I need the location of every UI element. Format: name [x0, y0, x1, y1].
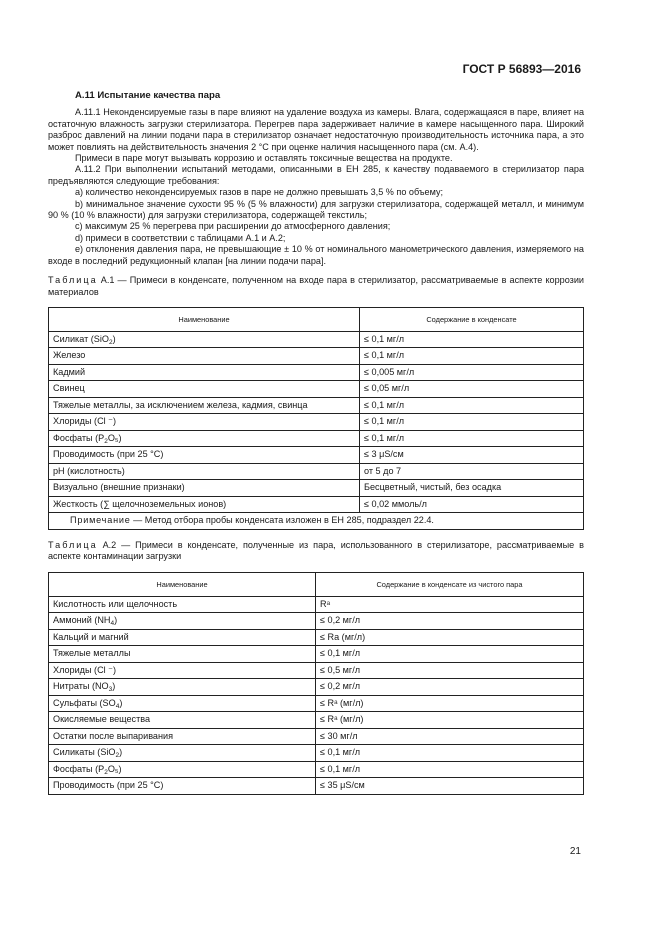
- table-row: [49, 778, 584, 795]
- row-name-subscript: 4: [115, 702, 120, 710]
- row-name: [49, 712, 316, 729]
- row-name: [49, 480, 360, 497]
- row-value: ≤ Ra (мг/л): [316, 629, 584, 646]
- row-name: [49, 695, 316, 712]
- row-name: [49, 364, 360, 381]
- row-name: [49, 596, 316, 613]
- table-row: [49, 480, 584, 497]
- row-name: [49, 613, 316, 630]
- row-name: [49, 761, 316, 778]
- row-name: [49, 745, 316, 762]
- row-name-suffix: ): [112, 333, 116, 344]
- paragraph: А.11.2 При выполнении испытаний методами, описанными в ЕН 285, к качеству подаваемого в стерилизатор пара предъявляются следующие требования:: [48, 164, 584, 186]
- row-value: ≤ 0,1 мг/л: [316, 646, 584, 663]
- list-item: с) максимум 25 % перегрева при расширении до атмосферного давления;: [75, 221, 391, 232]
- row-name-text: Проводимость (при 25 °C): [53, 780, 164, 791]
- paragraph: Примеси в паре могут вызывать коррозию и оставлять токсичные вещества на продукте.: [75, 153, 453, 164]
- row-name-text: Аммоний (NH: [53, 615, 111, 626]
- row-name: [49, 397, 360, 414]
- table-row: [49, 596, 584, 613]
- row-name-text: Тяжелые металлы: [53, 648, 131, 659]
- document-id: ГОСТ Р 56893—2016: [462, 62, 581, 76]
- row-name: [49, 496, 360, 513]
- row-name: [49, 414, 360, 431]
- table2-header-name: Наименование: [49, 572, 316, 596]
- table1-note-label: Примечание: [70, 515, 131, 526]
- paragraph: А.11.1 Неконденсируемые газы в паре влияют на удаление воздуха из камеры. Влага, содержащаяся в паре, влияет на остаточную влажность загрузки стерилизатора. Перегрев пара задерживает наличие в камере насыщенного пара. Широкий разброс давлений на линии подачи пара в стерилизатор означает недостаточную производительность источника пара, а это может повлиять на действительность значения 2 °С при оценке наличия насыщенного пара (см. А.4).: [48, 107, 584, 152]
- document-body: [48, 90, 584, 795]
- table-row: [49, 414, 584, 431]
- row-value: ≤ 0,1 мг/л: [360, 414, 584, 431]
- table-row: [49, 381, 584, 398]
- row-name-suffix: ): [119, 747, 123, 758]
- list-item: а) количество неконденсируемых газов в паре не должно превышать 3,5 % по объему;: [75, 187, 444, 198]
- row-name: [49, 430, 360, 447]
- row-value: ≤ 35 μS/см: [316, 778, 584, 795]
- row-value: ≤ 0,1 мг/л: [360, 397, 584, 414]
- row-name: [49, 463, 360, 480]
- row-name: [49, 348, 360, 365]
- row-value: ≤ 0,1 мг/л: [360, 430, 584, 447]
- table-row: [49, 646, 584, 663]
- row-value: Rᵃ: [316, 596, 584, 613]
- row-name-text: Жесткость (∑ щелочноземельных ионов): [53, 498, 227, 509]
- list-item: е) отклонения давления пара, не превышающие ± 10 % от номинального манометрического давления, измеряемого на входе в последний редукционный клапан [на линии подачи пара].: [48, 244, 584, 266]
- table-row: [49, 430, 584, 447]
- table-a1: [48, 307, 584, 530]
- table-row: [49, 662, 584, 679]
- row-name: [49, 646, 316, 663]
- row-name-text: Нитраты (NO: [53, 681, 109, 692]
- row-value: ≤ 0,5 мг/л: [316, 662, 584, 679]
- row-value: ≤ 0,1 мг/л: [316, 745, 584, 762]
- table2-caption: [48, 540, 584, 563]
- row-name-text: Силикат (SiO: [53, 333, 109, 344]
- section-title: А.11 Испытание качества пара: [75, 90, 221, 101]
- row-name-text: pH (кислотность): [53, 465, 125, 476]
- table-row: [49, 348, 584, 365]
- row-value: ≤ 0,1 мг/л: [316, 761, 584, 778]
- row-name-text: Визуально (внешние признаки): [53, 482, 185, 493]
- row-name-text: Проводимость (при 25 °C): [53, 449, 164, 460]
- row-name-text: Хлориды (Cl ⁻): [53, 664, 117, 675]
- row-name-text: Остатки после выпаривания: [53, 730, 174, 741]
- row-name: [49, 679, 316, 696]
- row-name: [49, 331, 360, 348]
- row-name: [49, 381, 360, 398]
- table2-body: [49, 596, 584, 794]
- list-item: d) примеси в соответствии с таблицами А.1 и А.2;: [75, 232, 286, 243]
- table-row: [49, 695, 584, 712]
- row-name-text: Окисляемые вещества: [53, 714, 151, 725]
- row-name-text: Фосфаты (P: [53, 763, 105, 774]
- page-number: 21: [569, 846, 581, 857]
- row-value: ≤ 0,005 мг/л: [360, 364, 584, 381]
- table1-caption-text: А.1 — Примеси в конденсате, полученном на входе пара в стерилизатор, рассматриваемые в аспекте коррозии материалов: [48, 275, 584, 297]
- table-row: [49, 629, 584, 646]
- row-name-text: Тяжелые металлы, за исключением железа, кадмия, свинца: [53, 399, 308, 410]
- row-name-suffix: O₅): [107, 763, 122, 774]
- table1-body: [49, 331, 584, 513]
- row-name-text: Силикаты (SiO: [53, 747, 116, 758]
- row-value: ≤ 0,2 мг/л: [316, 613, 584, 630]
- table-row: [49, 745, 584, 762]
- row-name: [49, 728, 316, 745]
- row-name-suffix: ): [119, 697, 123, 708]
- row-name-text: Сульфаты (SO: [53, 697, 116, 708]
- table-a2: [48, 572, 584, 795]
- row-name: [49, 662, 316, 679]
- table2-caption-text: А.2 — Примеси в конденсате, полученные из пара, использованного в стерилизаторе, рассматриваемые в аспекте контаминации загрузки: [48, 539, 584, 562]
- row-value: ≤ 0,05 мг/л: [360, 381, 584, 398]
- row-name-subscript: 2: [104, 768, 108, 776]
- row-value: ≤ Rᵃ (мг/л): [316, 712, 584, 729]
- table-row: [49, 728, 584, 745]
- row-value: ≤ 0,02 ммоль/л: [360, 496, 584, 513]
- row-name-suffix: ): [114, 615, 118, 626]
- row-name-suffix: O₅): [107, 432, 122, 443]
- row-name-text: Кальций и магний: [53, 631, 129, 642]
- row-value: Бесцветный, чистый, без осадка: [360, 480, 584, 497]
- table1-note-text: — Метод отбора пробы конденсата изложен в ЕН 285, подраздел 22.4.: [130, 515, 434, 526]
- row-value: от 5 до 7: [360, 463, 584, 480]
- row-name-subscript: 3: [108, 686, 113, 694]
- row-value: ≤ 0,2 мг/л: [316, 679, 584, 696]
- table2-caption-label: Таблица: [48, 539, 98, 550]
- table1-header-value: Содержание в конденсате: [360, 307, 584, 331]
- row-name-text: Свинец: [53, 383, 85, 394]
- row-value: ≤ 3 μS/см: [360, 447, 584, 464]
- row-value: ≤ 30 мг/л: [316, 728, 584, 745]
- table-row: [49, 331, 584, 348]
- table-row: [49, 679, 584, 696]
- row-name-suffix: ): [112, 681, 116, 692]
- table2-header-value: Содержание в конденсате из чистого пара: [316, 572, 584, 596]
- table-row: [49, 364, 584, 381]
- row-name-text: Кадмий: [53, 366, 86, 377]
- row-name: [49, 778, 316, 795]
- row-value: ≤ Rᵃ (мг/л): [316, 695, 584, 712]
- table-row: [49, 613, 584, 630]
- table1-header-name: Наименование: [49, 307, 360, 331]
- table1-caption: [48, 275, 584, 298]
- row-name-text: Хлориды (Cl ⁻): [53, 416, 117, 427]
- row-name-text: Кислотность или щелочность: [53, 598, 178, 609]
- row-name-text: Фосфаты (P: [53, 432, 105, 443]
- row-name-subscript: 2: [108, 338, 113, 346]
- table-row: [49, 712, 584, 729]
- table-row: [49, 463, 584, 480]
- row-name-subscript: 4: [110, 620, 115, 628]
- table-row: [49, 397, 584, 414]
- row-name: [49, 447, 360, 464]
- table-row: [49, 761, 584, 778]
- list-item: b) минимальное значение сухости 95 % (5 % влажности) для загрузки стерилизатора, содержащей металл, и минимум 90 % (10 % влажности) для загрузки стерилизатора, содержащей текстиль;: [48, 198, 584, 221]
- table-row: [49, 496, 584, 513]
- row-name-subscript: 2: [104, 437, 108, 445]
- row-name: [49, 629, 316, 646]
- row-value: ≤ 0,1 мг/л: [360, 348, 584, 365]
- row-name-subscript: 2: [115, 752, 120, 760]
- table-row: [49, 447, 584, 464]
- row-value: ≤ 0,1 мг/л: [360, 331, 584, 348]
- table1-caption-label: Таблица: [48, 275, 98, 286]
- row-name-text: Железо: [53, 350, 86, 361]
- table1-note: [49, 513, 584, 530]
